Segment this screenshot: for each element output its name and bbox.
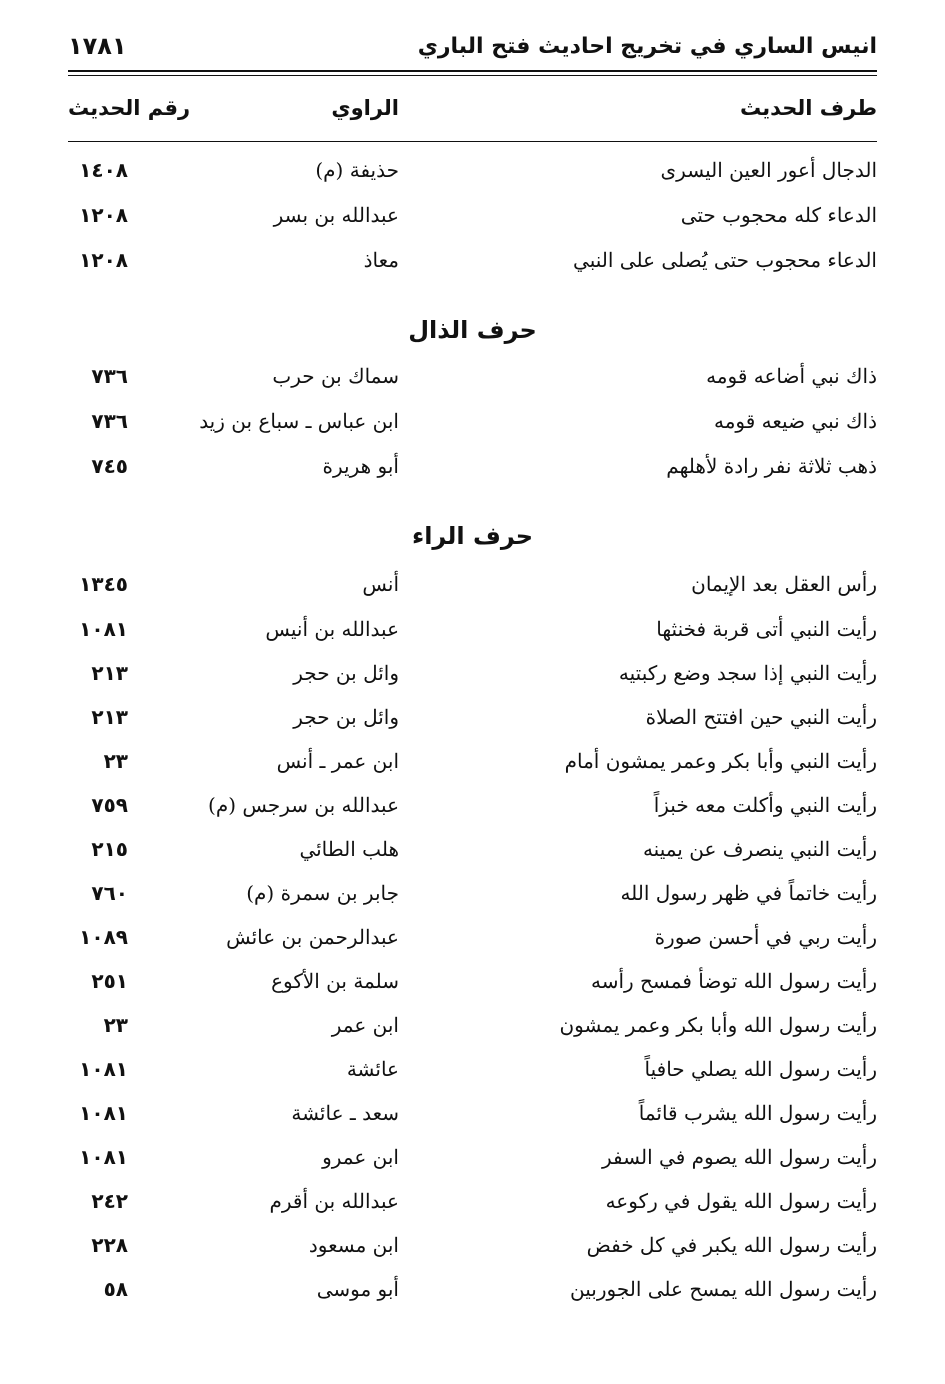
narrator: سلمة بن الأكوع (271, 969, 399, 993)
hadith-start: رأيت النبي أتى قربة فخنثها (656, 617, 877, 641)
narrator: وائل بن حجر (293, 705, 399, 729)
narrator: ابن عباس ـ سباع بن زيد (199, 409, 399, 433)
hadith-start: ذهب ثلاثة نفر رادة لأهلهم (666, 454, 877, 478)
hadith-number: ١٢٠٨ (79, 203, 128, 227)
hadith-number: ٢٣ (103, 1013, 128, 1037)
table-row (68, 1057, 877, 1097)
hadith-start: رأيت النبي إذا سجد وضع ركبتيه (618, 661, 877, 685)
narrator: ابن مسعود (308, 1233, 399, 1257)
column-header-rawi: الراوي (331, 96, 399, 120)
table-row (68, 793, 877, 833)
hadith-start: الدعاء كله محجوب حتى (680, 203, 877, 227)
hadith-number: ١٠٨١ (79, 1057, 128, 1081)
table-row (68, 925, 877, 965)
hadith-number: ٢١٣ (91, 661, 128, 685)
table-row (68, 409, 877, 449)
hadith-start: رأس العقل بعد الإيمان (691, 572, 877, 596)
table-row (68, 661, 877, 701)
narrator: حذيفة (م) (315, 158, 399, 182)
narrator: ابن عمر (331, 1013, 399, 1037)
narrator: جابر بن سمرة (م) (246, 881, 399, 905)
hadith-start: رأيت خاتماً في ظهر رسول الله (620, 881, 877, 905)
table-row (68, 1233, 877, 1273)
hadith-start: رأيت النبي وأكلت معه خبزاً (653, 793, 877, 817)
hadith-number: ٢٤٢ (91, 1189, 128, 1213)
table-row (68, 572, 877, 612)
hadith-number: ١٠٨١ (79, 617, 128, 641)
hadith-number: ٢١٣ (91, 705, 128, 729)
hadith-number: ١٠٨٩ (79, 925, 128, 949)
table-row (68, 969, 877, 1009)
narrator: أنس (362, 572, 399, 596)
hadith-start: رأيت رسول الله يقول في ركوعه (605, 1189, 877, 1213)
hadith-start: الدعاء محجوب حتى يُصلى على النبي (573, 248, 877, 272)
hadith-start: رأيت النبي حين افتتح الصلاة (645, 705, 877, 729)
hadith-start: رأيت رسول الله يصلي حافياً (644, 1057, 877, 1081)
hadith-number: ٧٣٦ (91, 364, 128, 388)
table-row (68, 1189, 877, 1229)
table-row (68, 1013, 877, 1053)
hadith-number: ١٠٨١ (79, 1101, 128, 1125)
hadith-start: رأيت رسول الله يشرب قائماً (638, 1101, 877, 1125)
hadith-number: ١٢٠٨ (79, 248, 128, 272)
hadith-start: رأيت النبي ينصرف عن يمينه (642, 837, 877, 861)
table-row (68, 454, 877, 494)
narrator: معاذ (363, 248, 399, 272)
hadith-number: ١٣٤٥ (79, 572, 128, 596)
table-row (68, 749, 877, 789)
hadith-number: ١٠٨١ (79, 1145, 128, 1169)
table-row (68, 881, 877, 921)
hadith-number: ٧٣٦ (91, 409, 128, 433)
hadith-number: ٢٥١ (91, 969, 128, 993)
book-title: انيس الساري في تخريج احاديث فتح الباري (417, 34, 877, 59)
section-title-ra: حرف الراء (411, 522, 534, 550)
hadith-number: ٢١٥ (91, 837, 128, 861)
hadith-start: رأيت رسول الله توضأ فمسح رأسه (590, 969, 877, 993)
narrator: عبدالله بن سرجس (م) (208, 793, 399, 817)
hadith-start: ذاك نبي ضيعه قومه (713, 409, 877, 433)
hadith-start: رأيت ربي في أحسن صورة (654, 925, 877, 949)
narrator: هلب الطائي (299, 837, 399, 861)
table-row (68, 248, 877, 288)
hadith-number: ٥٨ (103, 1277, 128, 1301)
hadith-start: رأيت النبي وأبا بكر وعمر يمشون أمام (564, 749, 877, 773)
narrator: عبدالرحمن بن عائش (226, 925, 399, 949)
hadith-number: ٧٦٠ (91, 881, 128, 905)
column-header-rule (68, 141, 877, 142)
table-row (68, 203, 877, 243)
hadith-number: ٧٥٩ (91, 793, 128, 817)
hadith-start: رأيت رسول الله يكبر في كل خفض (586, 1233, 877, 1257)
section-title-dhal: حرف الذال (408, 316, 537, 344)
hadith-start: رأيت رسول الله يصوم في السفر (602, 1145, 877, 1169)
column-header-tarf: طرف الحديث (739, 96, 877, 120)
narrator: ابن عمر ـ أنس (276, 749, 399, 773)
narrator: أبو هريرة (322, 454, 399, 478)
page-number: ١٧٨١ (68, 32, 127, 60)
hadith-number: ٧٤٥ (91, 454, 128, 478)
header-double-rule (68, 70, 877, 76)
narrator: ابن عمرو (322, 1145, 399, 1169)
hadith-start: ذاك نبي أضاعه قومه (706, 364, 877, 388)
table-row (68, 617, 877, 657)
hadith-start: رأيت رسول الله وأبا بكر وعمر يمشون (559, 1013, 877, 1037)
narrator: سعد ـ عائشة (291, 1101, 399, 1125)
table-row (68, 1277, 877, 1317)
hadith-start: الدجال أعور العين اليسرى (660, 158, 877, 182)
narrator: أبو موسى (316, 1277, 399, 1301)
column-headers (68, 96, 877, 132)
column-header-raqm: رقم الحديث (68, 96, 191, 120)
table-row (68, 837, 877, 877)
table-row (68, 1101, 877, 1141)
narrator: عبدالله بن بسر (273, 203, 399, 227)
narrator: سماك بن حرب (272, 364, 399, 388)
table-row (68, 158, 877, 198)
table-row (68, 705, 877, 745)
table-row (68, 1145, 877, 1185)
hadith-number: ٢٣ (103, 749, 128, 773)
table-row (68, 364, 877, 404)
hadith-start: رأيت رسول الله يمسح على الجوربين (570, 1277, 877, 1301)
page-header (68, 30, 877, 70)
hadith-number: ١٤٠٨ (79, 158, 128, 182)
narrator: عبدالله بن أقرم (269, 1189, 399, 1213)
narrator: وائل بن حجر (293, 661, 399, 685)
narrator: عائشة (346, 1057, 399, 1081)
hadith-number: ٢٢٨ (91, 1233, 128, 1257)
narrator: عبدالله بن أنيس (265, 617, 399, 641)
